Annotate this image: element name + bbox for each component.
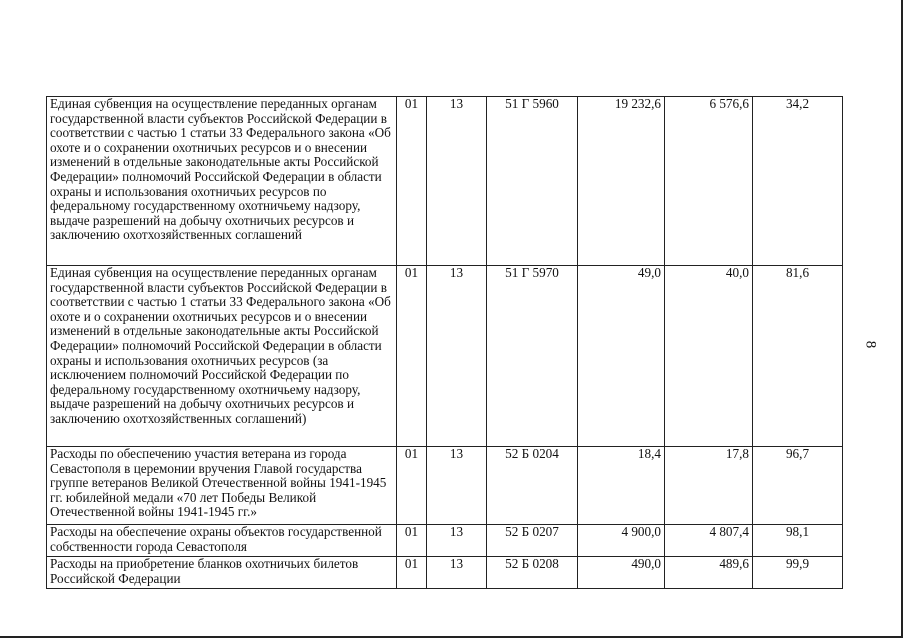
row-percent: 96,7	[753, 447, 843, 525]
page-number: 8	[862, 340, 879, 349]
row-percent: 81,6	[753, 266, 843, 447]
row-code: 52 Б 0207	[487, 525, 578, 557]
row-percent: 34,2	[753, 97, 843, 266]
row-actual-amount: 4 807,4	[665, 525, 753, 557]
row-plan-amount: 4 900,0	[578, 525, 665, 557]
row-percent: 99,9	[753, 557, 843, 589]
row-actual-amount: 6 576,6	[665, 97, 753, 266]
row-actual-amount: 17,8	[665, 447, 753, 525]
table-row	[47, 447, 843, 525]
row-actual-amount: 40,0	[665, 266, 753, 447]
row-description: Расходы на приобретение бланков охотничьих билетов Российской Федерации	[47, 557, 397, 589]
row-code: 51 Г 5970	[487, 266, 578, 447]
row-code: 52 Б 0204	[487, 447, 578, 525]
row-subsection: 13	[427, 525, 487, 557]
row-code: 51 Г 5960	[487, 97, 578, 266]
row-section: 01	[397, 266, 427, 447]
row-code: 52 Б 0208	[487, 557, 578, 589]
row-description: Расходы на обеспечение охраны объектов государственной собственности города Севастополя	[47, 525, 397, 557]
row-actual-amount: 489,6	[665, 557, 753, 589]
row-description: Единая субвенция на осуществление переданных органам государственной власти субъектов Российской Федерации в соответствии с частью 1 статьи 33 Федерального закона «Об охоте и о сохранении охотничьих ресурсов и о внесении изменений в отдельные законодательные акты Российской Федерации» полномочий Российской Федерации в области охраны и использования охотничьих ресурсов по федеральному государственному охотничьему надзору, выдаче разрешений на добычу охотничьих ресурсов и заключению охотхозяйственных соглашений	[47, 97, 397, 266]
row-plan-amount: 490,0	[578, 557, 665, 589]
row-section: 01	[397, 447, 427, 525]
row-plan-amount: 19 232,6	[578, 97, 665, 266]
row-description: Единая субвенция на осуществление переданных органам государственной власти субъектов Российской Федерации в соответствии с частью 1 статьи 33 Федерального закона «Об охоте и о сохранении охотничьих ресурсов и о внесении изменений в отдельные законодательные акты Российской Федерации» полномочий Российской Федерации в области охраны и использования охотничьих ресурсов (за исключением полномочий Российской Федерации по федеральному государственному охотничьему надзору, выдаче разрешений на добычу охотничьих ресурсов и заключению охотхозяйственных соглашений)	[47, 266, 397, 447]
row-section: 01	[397, 557, 427, 589]
table-row	[47, 266, 843, 447]
table-row	[47, 97, 843, 266]
row-subsection: 13	[427, 447, 487, 525]
row-description: Расходы по обеспечению участия ветерана из города Севастополя в церемонии вручения Главой государства группе ветеранов Великой Отечественной войны 1941-1945 гг. юбилейной медали «70 лет Победы Великой Отечественной войны 1941-1945 гг.»	[47, 447, 397, 525]
row-subsection: 13	[427, 266, 487, 447]
row-plan-amount: 49,0	[578, 266, 665, 447]
row-section: 01	[397, 97, 427, 266]
table-row	[47, 557, 843, 589]
row-percent: 98,1	[753, 525, 843, 557]
budget-table	[46, 96, 843, 589]
table-row	[47, 525, 843, 557]
row-plan-amount: 18,4	[578, 447, 665, 525]
row-subsection: 13	[427, 557, 487, 589]
row-subsection: 13	[427, 97, 487, 266]
row-section: 01	[397, 525, 427, 557]
